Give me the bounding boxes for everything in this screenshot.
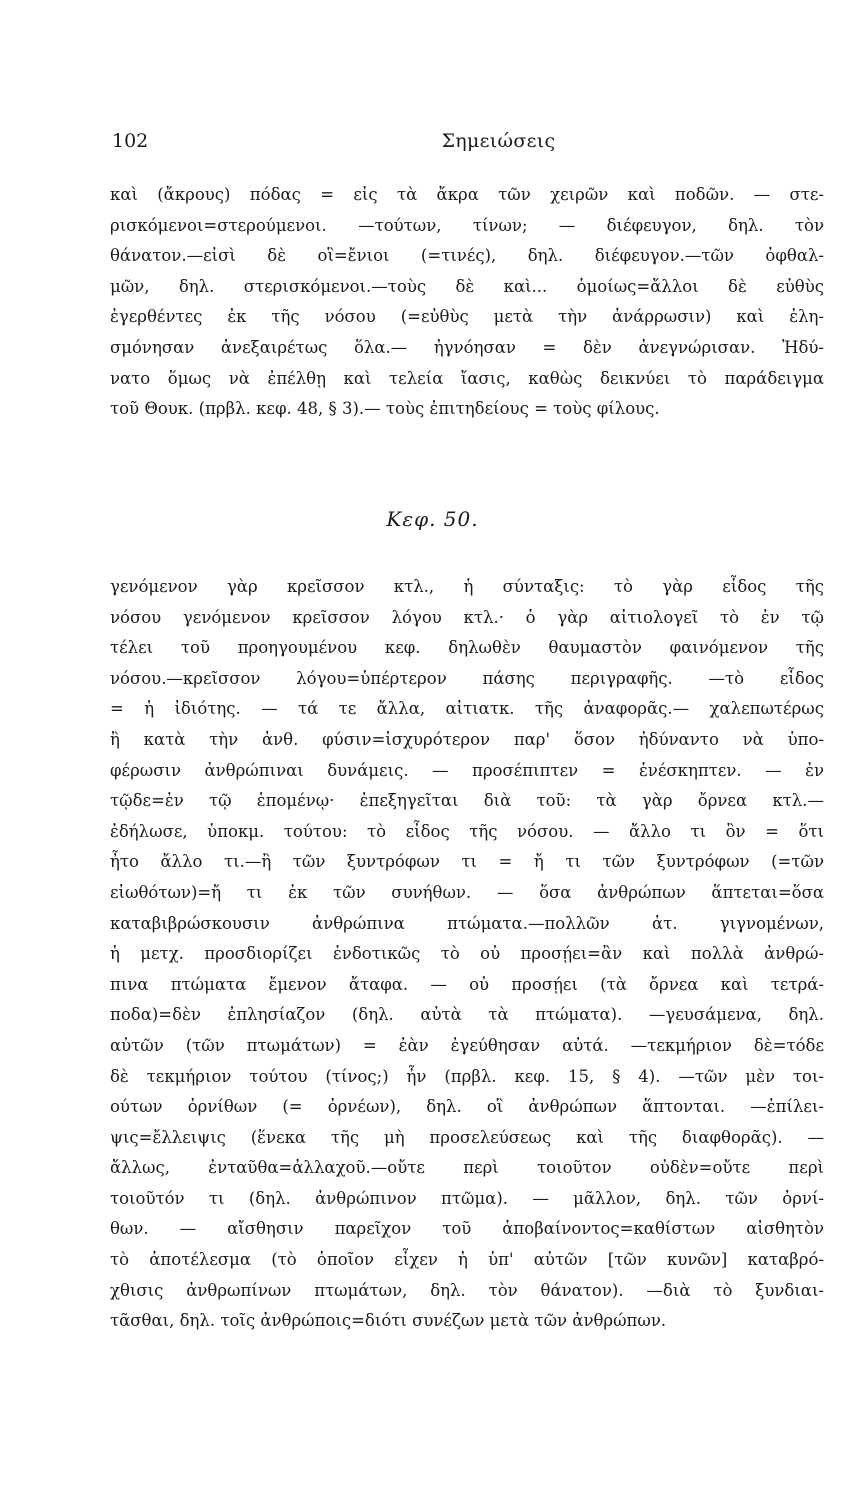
text-line: καὶ (ἄκρους) πόδας = εἰς τὰ ἄκρα τῶν χειρῶν καὶ ποδῶν. — στε-: [110, 185, 824, 204]
running-head: [112, 128, 805, 158]
text-line: τέλει τοῦ προηγουμένου κεφ. δηλωθὲν θαυμαστὸν φαινόμενον τῆς: [110, 638, 824, 658]
text-line: δὲ τεκμήριον τούτου (τίνος;) ἦν (πρβλ. κεφ. 15, § 4). —τῶν μὲν τοι-: [110, 1066, 824, 1086]
text-line: ἐγερθέντες ἐκ τῆς νόσου (=εὐθὺς μετὰ τὴν ἀνάρρωσιν) καὶ ἐλη-: [110, 307, 824, 327]
text-line: ψις=ἔλλειψις (ἕνεκα τῆς μὴ προσελεύσεως καὶ τῆς διαφθορᾶς). —: [110, 1127, 824, 1147]
text-line: καταβιβρώσκουσιν ἀνθρώπινα πτώματα.—πολλῶν ἀτ. γιγνομένων,: [110, 913, 824, 933]
text-line: εἰωθότων)=ἤ τι ἐκ τῶν συνήθων. — ὅσα ἀνθρώπων ἅπτεται=ὅσα: [110, 882, 824, 902]
text-line: ἢ κατὰ τὴν ἀνθ. φύσιν=ἰσχυρότερον παρ' ὅσον ἠδύναντο νὰ ὑπο-: [110, 729, 824, 749]
text-line: πινα πτώματα ἔμενον ἄταφα. — οὐ προσῄει (τὰ ὄρνεα καὶ τετρά-: [110, 974, 824, 994]
text-line: τῷδε=ἐν τῷ ἑπομένῳ· ἐπεξηγεῖται διὰ τοῦ: τὰ γὰρ ὄρνεα κτλ.—: [110, 791, 824, 811]
text-line: νόσου.—κρεῖσσον λόγου=ὑπέρτερον πάσης περιγραφῆς. —τὸ εἶδος: [110, 668, 824, 688]
text-line: ούτων ὀρνίθων (= ὀρνέων), δηλ. οἳ ἀνθρώπων ἅπτονται. —ἐπίλει-: [110, 1097, 824, 1117]
running-title: Σημειώσεις: [441, 130, 556, 152]
text-line: θάνατον.—εἰσὶ δὲ οἳ=ἔνιοι (=τινές), δηλ. διέφευγον.—τῶν ὀφθαλ-: [110, 246, 824, 266]
text-line: γενόμενον γὰρ κρεῖσσον κτλ., ἡ σύνταξις: τὸ γὰρ εἶδος τῆς: [110, 577, 824, 596]
text-line: θων. — αἴσθησιν παρεῖχον τοῦ ἀποβαίνοντος=καθίστων αἰσθητὸν: [110, 1219, 824, 1239]
text-line: ἡ μετχ. προσδιορίζει ἐνδοτικῶς τὸ οὐ προσῄει=ἂν καὶ πολλὰ ἀνθρώ-: [110, 944, 824, 964]
text-line: ποδα)=δὲν ἐπλησίαζον (δηλ. αὐτὰ τὰ πτώματα). —γευσάμενα, δηλ.: [110, 1005, 824, 1025]
text-line: ἐδήλωσε, ὑποκμ. τούτου: τὸ εἶδος τῆς νόσου. — ἄλλο τι ὂν = ὅτι: [110, 821, 824, 841]
text-line: = ἡ ἰδιότης. — τά τε ἄλλα, αἰτιατκ. τῆς ἀναφορᾶς.— χαλεπωτέρως: [110, 699, 824, 719]
text-line: τᾶσθαι, δηλ. τοῖς ἀνθρώποις=διότι συνέζων μετὰ τῶν ἀνθρώπων.: [110, 1311, 667, 1331]
text-line: σμόνησαν ἀνεξαιρέτως ὅλα.— ἠγνόησαν = δὲν ἀνεγνώρισαν. Ἠδύ-: [110, 337, 824, 357]
paragraph-two: [110, 572, 824, 1337]
chapter-heading: Κεφ. 50.: [386, 507, 479, 531]
page-number: 102: [112, 130, 149, 152]
text-line: μῶν, δηλ. στερισκόμενοι.—τοὺς δὲ καὶ... ὁμοίως=ἄλλοι δὲ εὐθὺς: [110, 276, 824, 296]
text-line: φέρωσιν ἀνθρώπιναι δυνάμεις. — προσέπιπτεν = ἐνέσκηπτεν. — ἐν: [110, 760, 824, 780]
text-line: νατο ὅμως νὰ ἐπέλθῃ καὶ τελεία ἴασις, καθὼς δεικνύει τὸ παράδειγμα: [110, 368, 824, 388]
text-line: χθισις ἀνθρωπίνων πτωμάτων, δηλ. τὸν θάνατον). —διὰ τὸ ξυνδιαι-: [110, 1280, 824, 1300]
text-line: ἄλλως, ἐνταῦθα=ἀλλαχοῦ.—οὔτε περὶ τοιοῦτον οὐδὲν=οὔτε περὶ: [110, 1158, 824, 1178]
paragraph-one: [110, 180, 824, 425]
text-line: τὸ ἀποτέλεσμα (τὸ ὁποῖον εἶχεν ἡ ὑπ' αὐτῶν [τῶν κυνῶν] καταβρό-: [110, 1250, 824, 1270]
text-line: αὐτῶν (τῶν πτωμάτων) = ἐὰν ἐγεύθησαν αὐτά. —τεκμήριον δὲ=τόδε: [110, 1035, 824, 1055]
text-line: τοιοῦτόν τι (δηλ. ἀνθρώπινον πτῶμα). — μᾶλλον, δηλ. τῶν ὀρνί-: [110, 1188, 824, 1208]
text-line: ρισκόμενοι=στερούμενοι. —τούτων, τίνων; — διέφευγον, δηλ. τὸν: [110, 215, 824, 235]
text-line: νόσου γενόμενον κρεῖσσον λόγου κτλ.· ὁ γὰρ αἰτιολογεῖ τὸ ἐν τῷ: [110, 607, 824, 627]
text-line: ἦτο ἄλλο τι.—ἢ τῶν ξυντρόφων τι = ἤ τι τῶν ξυντρόφων (=τῶν: [110, 852, 824, 872]
text-line: τοῦ Θουκ. (πρβλ. κεφ. 48, § 3).— τοὺς ἐπιτηδείους = τοὺς φίλους.: [110, 399, 660, 419]
